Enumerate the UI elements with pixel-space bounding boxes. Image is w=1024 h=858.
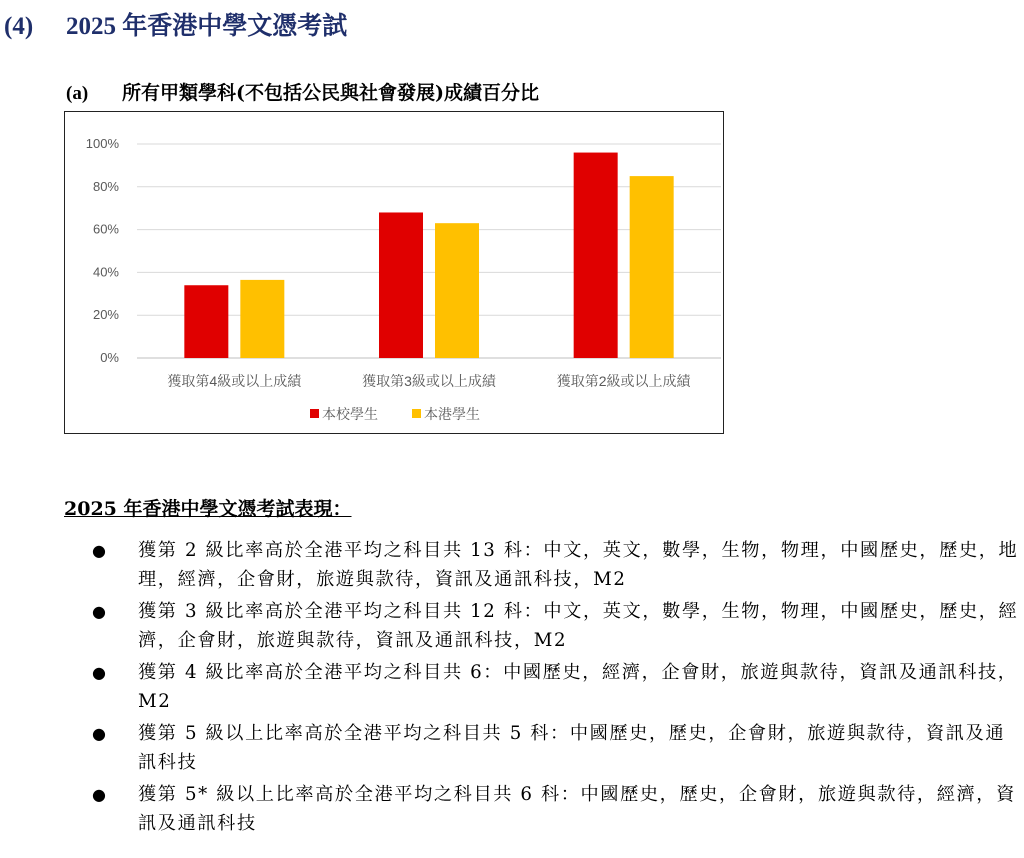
bullet-icon: ● xyxy=(92,602,108,621)
performance-item xyxy=(92,780,1020,838)
bullet-icon: ● xyxy=(92,663,108,682)
bar-school-2 xyxy=(379,212,423,358)
bullet-icon: ● xyxy=(92,724,108,743)
y-tick-label: 100% xyxy=(85,136,119,151)
performance-item xyxy=(92,597,1020,655)
section-number: (4) xyxy=(4,13,34,40)
bar-hk-3 xyxy=(630,176,674,358)
performance-item-text: 獲第 3 級比率高於全港平均之科目共 12 科：中文，英文，數學，生物，物理，中國歷史，歷史，經濟，企會財，旅遊與款待，資訊及通訊科技，M2 xyxy=(138,601,1019,651)
performance-item xyxy=(92,719,1020,777)
bullet-icon: ● xyxy=(92,785,108,804)
performance-list xyxy=(92,536,1020,841)
y-tick-label: 20% xyxy=(92,307,119,323)
bar-hk-2 xyxy=(435,223,479,358)
y-tick-label: 60% xyxy=(92,221,119,237)
section-title: 2025 年香港中學文憑考試 xyxy=(66,13,348,40)
performance-item-text: 獲第 2 級比率高於全港平均之科目共 13 科：中文，英文，數學，生物，物理，中國歷史，歷史，地理，經濟，企會財，旅遊與款待，資訊及通訊科技，M2 xyxy=(138,540,1019,590)
legend-swatch xyxy=(310,409,319,418)
x-tick-label: 獲取第3級或以上成績 xyxy=(362,373,496,389)
x-tick-label: 獲取第2級或以上成績 xyxy=(556,373,691,389)
performance-item-text: 獲第 5 級以上比率高於全港平均之科目共 5 科：中國歷史，歷史，企會財，旅遊與款待，資訊及通訊科技 xyxy=(138,723,1006,773)
performance-item xyxy=(92,658,1020,716)
bar-school-1 xyxy=(184,285,228,358)
x-tick-label: 獲取第4級或以上成績 xyxy=(167,373,302,389)
bar-chart xyxy=(64,111,724,434)
legend-swatch xyxy=(412,409,421,418)
y-tick-label: 80% xyxy=(92,178,119,194)
legend-label: 本港學生 xyxy=(424,406,480,422)
subsection-title: 所有甲類學科(不包括公民與社會發展)成績百分比 xyxy=(122,82,539,104)
performance-item xyxy=(92,536,1020,594)
bar-hk-1 xyxy=(240,280,284,358)
section-heading xyxy=(4,6,347,42)
y-tick-label: 40% xyxy=(92,264,119,280)
legend-label: 本校學生 xyxy=(322,406,378,422)
y-tick-label: 0% xyxy=(100,350,119,365)
bar-chart-svg xyxy=(65,112,723,433)
subsection-heading xyxy=(66,78,539,105)
performance-title: 2025 年香港中學文憑考試表現： xyxy=(64,498,352,520)
performance-item-text: 獲第 4 級比率高於全港平均之科目共 6：中國歷史，經濟，企會財，旅遊與款待，資訊及通訊科技，M2 xyxy=(138,662,1018,712)
subsection-label: (a) xyxy=(66,83,89,104)
bar-school-3 xyxy=(574,153,618,358)
bullet-icon: ● xyxy=(92,541,108,560)
performance-item-text: 獲第 5* 級以上比率高於全港平均之科目共 6 科：中國歷史，歷史，企會財，旅遊與款待，經濟，資訊及通訊科技 xyxy=(138,784,1016,834)
